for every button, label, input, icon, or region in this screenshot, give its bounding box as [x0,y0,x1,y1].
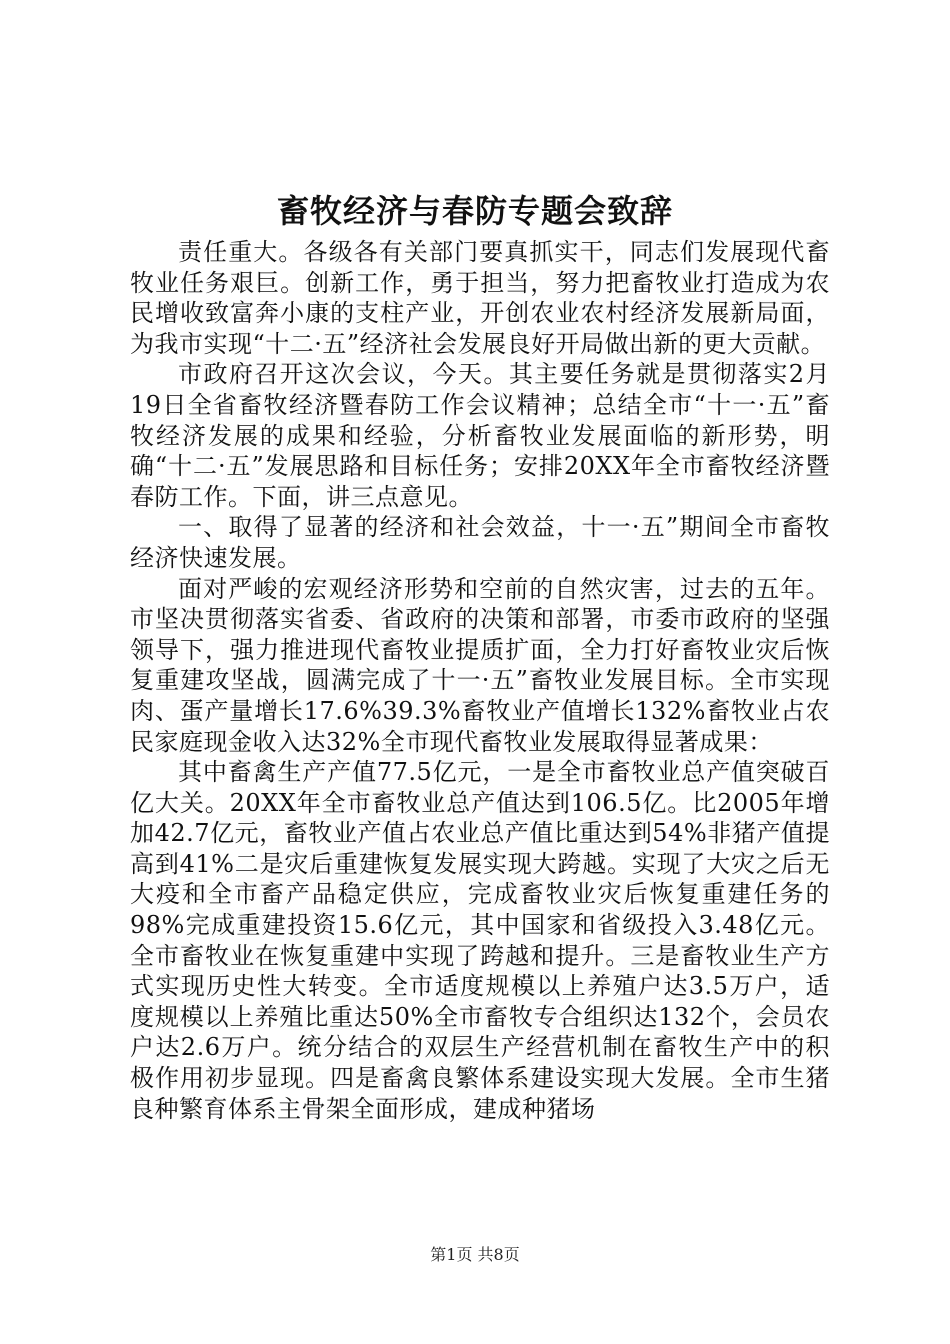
page-number-footer: 第1页 共8页 [430,1245,520,1264]
paragraph: 其中畜禽生产产值77.5亿元，一是全市畜牧业总产值突破百亿大关。20XX年全市畜牧业总产值达到106.5亿。比2005年增加42.7亿元，畜牧业产值占农业总产值比重达到54%非猪产值提高到41%二是灾后重建恢复发展实现大跨越。实现了大灾之后无大疫和全市畜产品稳定供应，完成畜牧业灾后恢复重建任务的98%完成重建投资15.6亿元，其中国家和省级投入3.48亿元。全市畜牧业在恢复重建中实现了跨越和提升。三是畜牧业生产方式实现历史性大转变。全市适度规模以上养殖户达3.5万户，适度规模以上养殖比重达50%全市畜牧专合组织达132个，会员农户达2.6万户。统分结合的双层生产经营机制在畜牧生产中的积极作用初步显现。四是畜禽良繁体系建设实现大发展。全市生猪良种繁育体系主骨架全面形成，建成种猪场 [130,758,830,1123]
paragraph: 市政府召开这次会议，今天。其主要任务就是贯彻落实2月19日全省畜牧经济暨春防工作会议精神；总结全市“十一·五”畜牧经济发展的成果和经验，分析畜牧业发展面临的新形势，明确“十二·五”发展思路和目标任务；安排20XX年全市畜牧经济暨春防工作。下面，讲三点意见。 [130,360,830,511]
document-body [130,237,830,1124]
paragraph: 面对严峻的宏观经济形势和空前的自然灾害，过去的五年。市坚决贯彻落实省委、省政府的决策和部署，市委市政府的坚强领导下，强力推进现代畜牧业提质扩面，全力打好畜牧业灾后恢复重建攻坚战，圆满完成了十一·五”畜牧业发展目标。全市实现肉、蛋产量增长17.6%39.3%畜牧业产值增长132%畜牧业占农民家庭现金收入达32%全市现代畜牧业发展取得显著成果： [130,574,830,756]
document-title: 畜牧经济与春防专题会致辞 [276,192,673,230]
paragraph: 一、取得了显著的经济和社会效益，十一·五”期间全市畜牧经济快速发展。 [130,513,830,572]
paragraph: 责任重大。各级各有关部门要真抓实干，同志们发展现代畜牧业任务艰巨。创新工作，勇于担当，努力把畜牧业打造成为农民增收致富奔小康的支柱产业，开创农业农村经济发展新局面，为我市实现“十二·五”经济社会发展良好开局做出新的更大贡献。 [130,238,830,358]
